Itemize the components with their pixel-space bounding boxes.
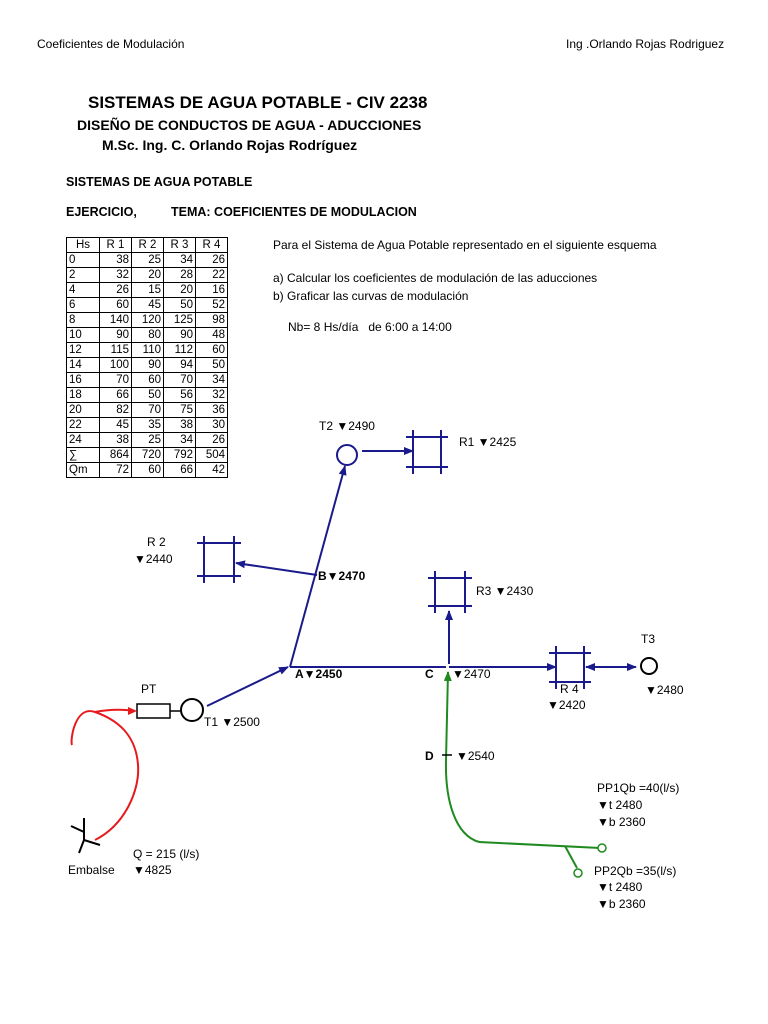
label-r2-name: R 2 [147, 535, 166, 549]
value-cell: 66 [164, 463, 196, 478]
label-t3-elev: ▼2480 [645, 683, 684, 697]
label-r4-name: R 4 [560, 682, 579, 696]
row-label-cell: 10 [67, 328, 100, 343]
row-label-cell: 8 [67, 313, 100, 328]
value-cell: 34 [196, 373, 228, 388]
label-pp2-top: ▼t 2480 [597, 880, 643, 894]
section-title: SISTEMAS DE AGUA POTABLE [66, 175, 253, 189]
value-cell: 34 [164, 433, 196, 448]
value-cell: 22 [196, 268, 228, 283]
value-cell: 110 [132, 343, 164, 358]
value-cell: 140 [100, 313, 132, 328]
pipe-b-r2 [236, 563, 317, 575]
value-cell: 720 [132, 448, 164, 463]
pump-point-pp1 [598, 844, 606, 852]
header-left: Coeficientes de Modulación [37, 37, 185, 51]
pipe-t1-a [207, 667, 288, 706]
label-node-a: A▼2450 [295, 667, 343, 681]
label-node-c-elev: ▼2470 [452, 667, 491, 681]
value-cell: 75 [164, 403, 196, 418]
value-cell: 52 [196, 298, 228, 313]
row-label-cell: 12 [67, 343, 100, 358]
label-t2: T2 ▼2490 [319, 419, 375, 433]
value-cell: 42 [196, 463, 228, 478]
value-cell: 34 [164, 253, 196, 268]
label-r2-elev: ▼2440 [134, 552, 173, 566]
value-cell: 115 [100, 343, 132, 358]
label-r1: R1 ▼2425 [459, 435, 517, 449]
value-cell: 25 [132, 433, 164, 448]
col-header: R 2 [132, 238, 164, 253]
problem-item-a: a) Calcular los coeficientes de modulación de las aducciones [273, 271, 598, 285]
row-label-cell: 14 [67, 358, 100, 373]
value-cell: 38 [100, 433, 132, 448]
row-label-cell: 18 [67, 388, 100, 403]
value-cell: 15 [132, 283, 164, 298]
value-cell: 50 [196, 358, 228, 373]
row-label-cell: 0 [67, 253, 100, 268]
value-cell: 45 [100, 418, 132, 433]
topic-title: TEMA: COEFICIENTES DE MODULACION [171, 205, 417, 219]
dam-intake-icon [71, 818, 100, 853]
value-cell: 82 [100, 403, 132, 418]
label-pt: PT [141, 682, 157, 696]
supply-arrow [128, 707, 137, 715]
label-r3: R3 ▼2430 [476, 584, 534, 598]
row-label-cell: 4 [67, 283, 100, 298]
label-pp2-flow: PP2Qb =35(l/s) [594, 864, 677, 878]
value-cell: 864 [100, 448, 132, 463]
value-cell: 72 [100, 463, 132, 478]
col-header: Hs [67, 238, 100, 253]
row-label-cell: 20 [67, 403, 100, 418]
header-right: Ing .Orlando Rojas Rodriguez [566, 37, 725, 51]
label-node-d-elev: ▼2540 [456, 749, 495, 763]
problem-item-b: b) Graficar las curvas de modulación [273, 289, 469, 303]
value-cell: 120 [132, 313, 164, 328]
row-label-cell: 2 [67, 268, 100, 283]
pumping-hours: Nb= 8 Hs/día de 6:00 a 14:00 [288, 320, 452, 334]
label-pp1-bottom: ▼b 2360 [597, 815, 646, 829]
label-pp2-bottom: ▼b 2360 [597, 897, 646, 911]
value-cell: 50 [164, 298, 196, 313]
tank-t1 [181, 699, 203, 721]
value-cell: 32 [100, 268, 132, 283]
pump-station-pt [137, 704, 170, 718]
value-cell: 35 [132, 418, 164, 433]
col-header: R 3 [164, 238, 196, 253]
value-cell: 90 [132, 358, 164, 373]
value-cell: 45 [132, 298, 164, 313]
label-node-d: D [425, 749, 434, 763]
value-cell: 32 [196, 388, 228, 403]
value-cell: 56 [164, 388, 196, 403]
label-t1: T1 ▼2500 [204, 715, 260, 729]
value-cell: 16 [196, 283, 228, 298]
label-embalse-elev: ▼4825 [133, 863, 172, 877]
author-line: M.Sc. Ing. C. Orlando Rojas Rodríguez [102, 137, 358, 153]
value-cell: 80 [132, 328, 164, 343]
pump-point-pp2 [574, 869, 582, 877]
value-cell: 26 [100, 283, 132, 298]
value-cell: 48 [196, 328, 228, 343]
value-cell: 36 [196, 403, 228, 418]
value-cell: 20 [132, 268, 164, 283]
label-r4-elev: ▼2420 [547, 698, 586, 712]
label-t3-name: T3 [641, 632, 656, 646]
label-node-c: C [425, 667, 434, 681]
row-label-cell: ∑ [67, 448, 100, 463]
value-cell: 70 [132, 403, 164, 418]
value-cell: 125 [164, 313, 196, 328]
reservoir-r2 [197, 536, 241, 583]
label-pp1-flow: PP1Qb =40(l/s) [597, 781, 680, 795]
value-cell: 38 [164, 418, 196, 433]
value-cell: 66 [100, 388, 132, 403]
tank-t3 [641, 658, 657, 674]
row-label-cell: 22 [67, 418, 100, 433]
value-cell: 90 [164, 328, 196, 343]
value-cell: 90 [100, 328, 132, 343]
value-cell: 792 [164, 448, 196, 463]
pipe-a-t2 [290, 466, 345, 667]
value-cell: 60 [132, 463, 164, 478]
supply-pipe [72, 710, 139, 840]
label-flow-q: Q = 215 (l/s) [133, 847, 200, 861]
value-cell: 26 [196, 253, 228, 268]
label-node-b: B▼2470 [318, 569, 366, 583]
value-cell: 112 [164, 343, 196, 358]
pipe-network [207, 451, 636, 706]
reservoir-r3 [428, 571, 472, 613]
value-cell: 26 [196, 433, 228, 448]
value-cell: 70 [100, 373, 132, 388]
value-cell: 100 [100, 358, 132, 373]
row-label-cell: 24 [67, 433, 100, 448]
row-label-cell: 16 [67, 373, 100, 388]
value-cell: 504 [196, 448, 228, 463]
value-cell: 60 [132, 373, 164, 388]
value-cell: 60 [196, 343, 228, 358]
col-header: R 4 [196, 238, 228, 253]
row-label-cell: 6 [67, 298, 100, 313]
value-cell: 60 [100, 298, 132, 313]
value-cell: 25 [132, 253, 164, 268]
value-cell: 50 [132, 388, 164, 403]
value-cell: 38 [100, 253, 132, 268]
col-header: R 1 [100, 238, 132, 253]
value-cell: 28 [164, 268, 196, 283]
row-label-cell: Qm [67, 463, 100, 478]
tank-t2 [337, 445, 357, 465]
subtitle: DISEÑO DE CONDUCTOS DE AGUA - ADUCCIONES [77, 117, 422, 133]
problem-intro: Para el Sistema de Agua Potable representado en el siguiente esquema [273, 238, 657, 252]
main-title: SISTEMAS DE AGUA POTABLE - CIV 2238 [88, 93, 428, 112]
exercise-label: EJERCICIO, [66, 205, 137, 219]
label-embalse: Embalse [68, 863, 115, 877]
value-cell: 20 [164, 283, 196, 298]
label-pp1-top: ▼t 2480 [597, 798, 643, 812]
value-cell: 70 [164, 373, 196, 388]
value-cell: 30 [196, 418, 228, 433]
value-cell: 98 [196, 313, 228, 328]
reservoir-r1 [406, 430, 448, 474]
value-cell: 94 [164, 358, 196, 373]
